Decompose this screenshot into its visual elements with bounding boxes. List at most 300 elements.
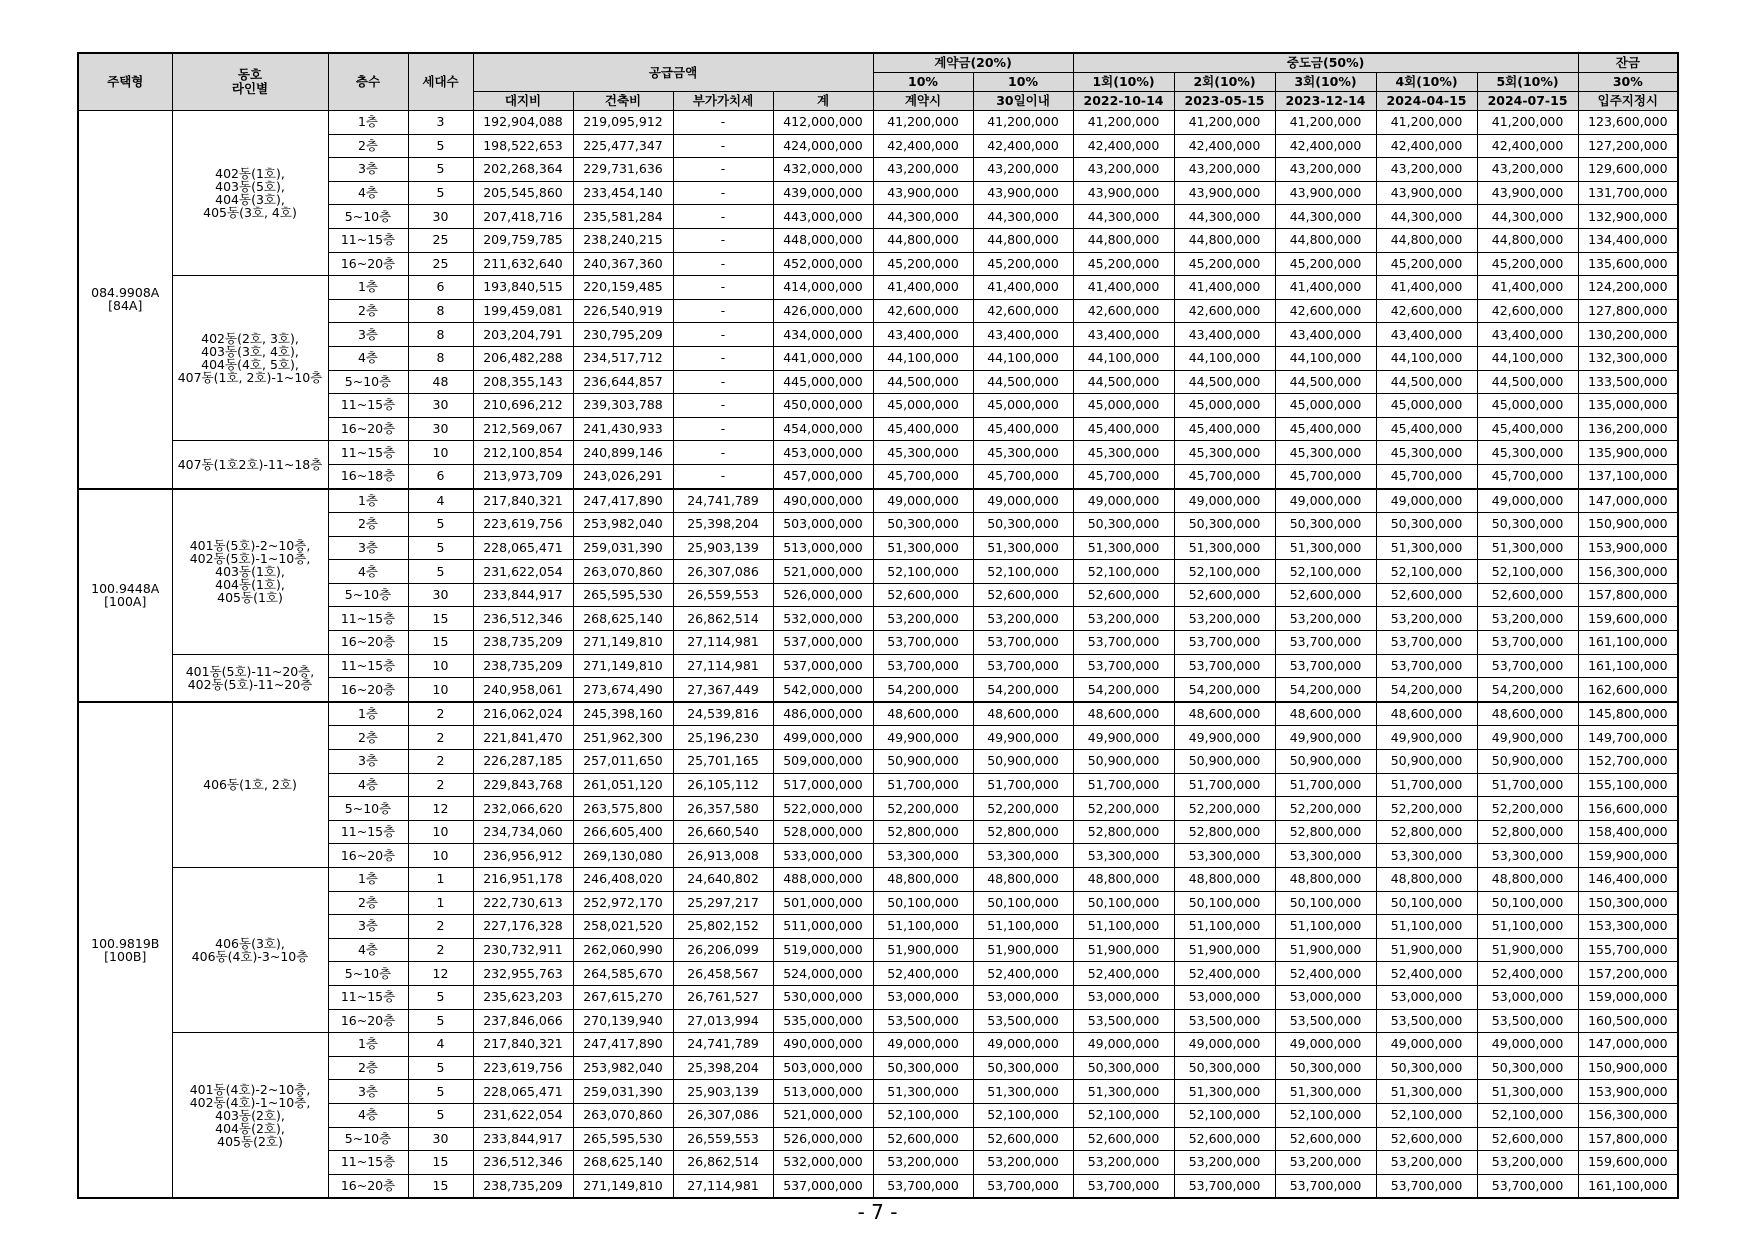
interim-1-cell: 50,900,000 [1073,750,1174,774]
balance-cell: 127,800,000 [1578,299,1678,323]
building-cell: 225,477,347 [573,134,673,158]
building-cell: 226,540,919 [573,299,673,323]
balance-cell: 156,300,000 [1578,560,1678,584]
interim-5-cell: 43,400,000 [1477,323,1578,347]
total-cell: 517,000,000 [773,773,873,797]
households-cell: 5 [408,985,473,1009]
dong-line-cell: 402동(2호, 3호), 403동(3호, 4호), 404동(4호, 5호), 407동(1호, 2호)-1~10층 [172,276,328,441]
vat-cell: 26,862,514 [673,1151,773,1175]
households-cell: 30 [408,205,473,229]
deposit-1-cell: 52,200,000 [873,797,973,821]
building-cell: 268,625,140 [573,607,673,631]
interim-5-cell: 50,300,000 [1477,1056,1578,1080]
interim-1-cell: 53,700,000 [1073,654,1174,678]
interim-3-cell: 42,600,000 [1275,299,1376,323]
total-cell: 450,000,000 [773,394,873,418]
deposit-1-cell: 50,900,000 [873,750,973,774]
households-cell: 4 [408,1033,473,1057]
vat-cell: 24,539,816 [673,702,773,726]
table-row [78,702,1678,726]
total-cell: 424,000,000 [773,134,873,158]
deposit-2-cell: 44,100,000 [973,346,1073,370]
balance-cell: 131,700,000 [1578,181,1678,205]
total-cell: 501,000,000 [773,891,873,915]
floor-cell: 2층 [328,513,408,537]
col-households: 세대수 [408,53,473,111]
interim-1-cell: 44,800,000 [1073,228,1174,252]
vat-cell: 26,458,567 [673,962,773,986]
deposit-1-cell: 41,400,000 [873,276,973,300]
interim-2-cell: 51,300,000 [1174,536,1275,560]
land-cell: 231,622,054 [473,560,573,584]
deposit-2-cell: 52,200,000 [973,797,1073,821]
vat-cell: - [673,417,773,441]
land-cell: 236,512,346 [473,1151,573,1175]
interim-4-cell: 51,900,000 [1376,938,1477,962]
vat-cell: 26,307,086 [673,1103,773,1127]
deposit-2-cell: 50,300,000 [973,513,1073,537]
balance-cell: 150,900,000 [1578,1056,1678,1080]
interim-3-cell: 53,300,000 [1275,844,1376,868]
deposit-1-cell: 53,700,000 [873,654,973,678]
balance-cell: 157,800,000 [1578,583,1678,607]
households-cell: 10 [408,654,473,678]
interim-5-cell: 54,200,000 [1477,678,1578,702]
interim-4-cell: 53,200,000 [1376,1151,1477,1175]
interim-1-cell: 43,900,000 [1073,181,1174,205]
balance-cell: 135,600,000 [1578,252,1678,276]
total-cell: 448,000,000 [773,228,873,252]
interim-4-cell: 45,700,000 [1376,464,1477,488]
building-cell: 258,021,520 [573,915,673,939]
interim-2-cell: 50,100,000 [1174,891,1275,915]
building-cell: 220,159,485 [573,276,673,300]
interim-4-cell: 50,900,000 [1376,750,1477,774]
vat-cell: 24,741,789 [673,489,773,513]
total-cell: 412,000,000 [773,111,873,135]
deposit-2-cell: 51,100,000 [973,915,1073,939]
interim-5-cell: 45,000,000 [1477,394,1578,418]
interim-5-cell: 48,800,000 [1477,868,1578,892]
interim-3-cell: 43,900,000 [1275,181,1376,205]
total-cell: 503,000,000 [773,1056,873,1080]
interim-4-cell: 52,100,000 [1376,560,1477,584]
floor-cell: 11~15층 [328,820,408,844]
households-cell: 1 [408,868,473,892]
land-cell: 236,956,912 [473,844,573,868]
floor-cell: 16~20층 [328,1009,408,1033]
total-cell: 453,000,000 [773,441,873,465]
households-cell: 5 [408,513,473,537]
deposit-1-cell: 51,900,000 [873,938,973,962]
vat-cell: 26,559,553 [673,583,773,607]
households-cell: 15 [408,1151,473,1175]
deposit-1-cell: 45,200,000 [873,252,973,276]
deposit-1-cell: 42,400,000 [873,134,973,158]
col-housing-type: 주택형 [78,53,172,111]
land-cell: 232,066,620 [473,797,573,821]
deposit-2-cell: 54,200,000 [973,678,1073,702]
floor-cell: 1층 [328,868,408,892]
total-cell: 434,000,000 [773,323,873,347]
interim-3-cell: 52,600,000 [1275,583,1376,607]
building-cell: 234,517,712 [573,346,673,370]
building-cell: 273,674,490 [573,678,673,702]
households-cell: 5 [408,181,473,205]
interim-2-cell: 51,100,000 [1174,915,1275,939]
floor-cell: 3층 [328,158,408,182]
building-cell: 238,240,215 [573,228,673,252]
vat-cell: - [673,181,773,205]
deposit-2-cell: 49,900,000 [973,726,1073,750]
balance-cell: 134,400,000 [1578,228,1678,252]
building-cell: 266,605,400 [573,820,673,844]
interim-3-cell: 50,300,000 [1275,1056,1376,1080]
building-cell: 270,139,940 [573,1009,673,1033]
deposit-2-cell: 45,300,000 [973,441,1073,465]
interim-2-cell: 45,700,000 [1174,464,1275,488]
vat-cell: 26,559,553 [673,1127,773,1151]
land-cell: 209,759,785 [473,228,573,252]
interim-5-cell: 41,400,000 [1477,276,1578,300]
building-cell: 229,731,636 [573,158,673,182]
interim-1-cell: 43,200,000 [1073,158,1174,182]
households-cell: 2 [408,915,473,939]
land-cell: 222,730,613 [473,891,573,915]
floor-cell: 3층 [328,1080,408,1104]
interim-2-cell: 41,200,000 [1174,111,1275,135]
households-cell: 4 [408,489,473,513]
interim-1-cell: 50,300,000 [1073,1056,1174,1080]
interim-3-cell: 41,400,000 [1275,276,1376,300]
floor-cell: 11~15층 [328,985,408,1009]
land-cell: 212,100,854 [473,441,573,465]
balance-cell: 159,600,000 [1578,607,1678,631]
interim-2-cell: 52,400,000 [1174,962,1275,986]
interim-5-cell: 45,400,000 [1477,417,1578,441]
vat-cell: 27,114,981 [673,1174,773,1198]
building-cell: 253,982,040 [573,1056,673,1080]
interim-2-cell: 52,100,000 [1174,1103,1275,1127]
vat-cell: 25,903,139 [673,1080,773,1104]
floor-cell: 2층 [328,891,408,915]
land-cell: 237,846,066 [473,1009,573,1033]
deposit-1-cell: 45,000,000 [873,394,973,418]
interim-1-label: 1회(10%) [1073,73,1174,92]
deposit-2-cell: 51,300,000 [973,536,1073,560]
vat-cell: 25,196,230 [673,726,773,750]
vat-cell: 26,660,540 [673,820,773,844]
balance-cell: 155,100,000 [1578,773,1678,797]
deposit-1-cell: 50,300,000 [873,513,973,537]
interim-3-cell: 43,400,000 [1275,323,1376,347]
interim-5-cell: 43,200,000 [1477,158,1578,182]
interim-5-date: 2024-07-15 [1477,92,1578,111]
interim-3-cell: 41,200,000 [1275,111,1376,135]
floor-cell: 1층 [328,111,408,135]
land-cell: 238,735,209 [473,631,573,655]
deposit-1-cell: 44,300,000 [873,205,973,229]
balance-cell: 149,700,000 [1578,726,1678,750]
deposit-2-pct: 10% [973,73,1073,92]
deposit-2-cell: 44,800,000 [973,228,1073,252]
balance-cell: 127,200,000 [1578,134,1678,158]
interim-4-cell: 51,700,000 [1376,773,1477,797]
interim-5-cell: 50,900,000 [1477,750,1578,774]
deposit-2-when: 30일이내 [973,92,1073,111]
interim-3-cell: 44,100,000 [1275,346,1376,370]
interim-4-cell: 43,400,000 [1376,323,1477,347]
total-cell: 526,000,000 [773,1127,873,1151]
table-row [78,1033,1678,1057]
interim-5-cell: 51,300,000 [1477,1080,1578,1104]
vat-cell: - [673,370,773,394]
land-cell: 238,735,209 [473,654,573,678]
vat-cell: 26,761,527 [673,985,773,1009]
interim-1-cell: 52,100,000 [1073,560,1174,584]
interim-5-cell: 45,200,000 [1477,252,1578,276]
total-cell: 454,000,000 [773,417,873,441]
building-cell: 262,060,990 [573,938,673,962]
col-deposit: 계약금(20%) [873,53,1073,73]
interim-1-cell: 53,200,000 [1073,1151,1174,1175]
land-cell: 226,287,185 [473,750,573,774]
deposit-1-cell: 41,200,000 [873,111,973,135]
building-cell: 271,149,810 [573,654,673,678]
building-cell: 240,899,146 [573,441,673,465]
interim-2-cell: 52,800,000 [1174,820,1275,844]
interim-2-cell: 45,200,000 [1174,252,1275,276]
total-cell: 532,000,000 [773,1151,873,1175]
floor-cell: 11~15층 [328,394,408,418]
interim-1-cell: 49,000,000 [1073,489,1174,513]
floor-cell: 2층 [328,134,408,158]
deposit-1-cell: 51,300,000 [873,1080,973,1104]
land-cell: 198,522,653 [473,134,573,158]
total-cell: 486,000,000 [773,702,873,726]
deposit-2-cell: 51,900,000 [973,938,1073,962]
interim-4-cell: 45,300,000 [1376,441,1477,465]
land-cell: 232,955,763 [473,962,573,986]
balance-cell: 135,900,000 [1578,441,1678,465]
floor-cell: 3층 [328,915,408,939]
balance-cell: 159,000,000 [1578,985,1678,1009]
interim-1-cell: 51,700,000 [1073,773,1174,797]
floor-cell: 11~15층 [328,441,408,465]
interim-5-cell: 52,800,000 [1477,820,1578,844]
interim-2-cell: 52,600,000 [1174,583,1275,607]
floor-cell: 4층 [328,560,408,584]
deposit-2-cell: 45,200,000 [973,252,1073,276]
households-cell: 5 [408,158,473,182]
deposit-1-cell: 54,200,000 [873,678,973,702]
households-cell: 15 [408,1174,473,1198]
interim-3-cell: 49,000,000 [1275,489,1376,513]
interim-4-cell: 49,000,000 [1376,489,1477,513]
dong-line-cell: 406동(1호, 2호) [172,702,328,868]
building-cell: 240,367,360 [573,252,673,276]
interim-3-cell: 52,200,000 [1275,797,1376,821]
total-cell: 441,000,000 [773,346,873,370]
interim-1-cell: 50,300,000 [1073,513,1174,537]
land-cell: 223,619,756 [473,1056,573,1080]
total-cell: 530,000,000 [773,985,873,1009]
deposit-2-cell: 43,200,000 [973,158,1073,182]
interim-5-cell: 50,300,000 [1477,513,1578,537]
interim-3-cell: 45,400,000 [1275,417,1376,441]
interim-3-cell: 53,700,000 [1275,631,1376,655]
interim-2-cell: 43,400,000 [1174,323,1275,347]
balance-cell: 158,400,000 [1578,820,1678,844]
floor-cell: 4층 [328,938,408,962]
interim-2-cell: 53,300,000 [1174,844,1275,868]
floor-cell: 16~20층 [328,1174,408,1198]
total-cell: 513,000,000 [773,536,873,560]
households-cell: 8 [408,346,473,370]
deposit-2-cell: 52,800,000 [973,820,1073,844]
interim-5-cell: 45,700,000 [1477,464,1578,488]
building-cell: 245,398,160 [573,702,673,726]
households-cell: 30 [408,583,473,607]
households-cell: 8 [408,323,473,347]
interim-4-cell: 50,100,000 [1376,891,1477,915]
interim-3-cell: 44,500,000 [1275,370,1376,394]
land-cell: 233,844,917 [473,1127,573,1151]
deposit-2-cell: 53,700,000 [973,1174,1073,1198]
balance-cell: 160,500,000 [1578,1009,1678,1033]
deposit-1-cell: 49,000,000 [873,1033,973,1057]
interim-1-cell: 45,000,000 [1073,394,1174,418]
building-cell: 239,303,788 [573,394,673,418]
deposit-1-cell: 52,600,000 [873,583,973,607]
balance-cell: 161,100,000 [1578,654,1678,678]
interim-1-cell: 53,200,000 [1073,607,1174,631]
dong-line-cell: 406동(3호), 406동(4호)-3~10층 [172,868,328,1033]
households-cell: 5 [408,134,473,158]
interim-1-cell: 42,400,000 [1073,134,1174,158]
interim-3-cell: 44,800,000 [1275,228,1376,252]
land-cell: 233,844,917 [473,583,573,607]
floor-cell: 5~10층 [328,370,408,394]
households-cell: 10 [408,441,473,465]
interim-1-cell: 41,400,000 [1073,276,1174,300]
deposit-2-cell: 51,300,000 [973,1080,1073,1104]
floor-cell: 3층 [328,323,408,347]
interim-2-cell: 51,700,000 [1174,773,1275,797]
table-row [78,276,1678,300]
balance-cell: 153,300,000 [1578,915,1678,939]
interim-1-cell: 52,600,000 [1073,583,1174,607]
interim-5-cell: 51,900,000 [1477,938,1578,962]
interim-3-cell: 45,700,000 [1275,464,1376,488]
floor-cell: 11~15층 [328,1151,408,1175]
households-cell: 10 [408,820,473,844]
interim-4-cell: 44,800,000 [1376,228,1477,252]
deposit-2-cell: 52,100,000 [973,560,1073,584]
vat-cell: 26,307,086 [673,560,773,584]
land-cell: 230,732,911 [473,938,573,962]
floor-cell: 1층 [328,1033,408,1057]
interim-2-cell: 45,400,000 [1174,417,1275,441]
housing-type-cell: 084.9908A [84A] [78,111,172,489]
interim-5-cell: 49,900,000 [1477,726,1578,750]
dong-line-cell: 402동(1호), 403동(5호), 404동(3호), 405동(3호, 4호) [172,111,328,276]
interim-1-cell: 53,500,000 [1073,1009,1174,1033]
households-cell: 6 [408,464,473,488]
col-building: 건축비 [573,92,673,111]
vat-cell: - [673,394,773,418]
interim-5-cell: 53,700,000 [1477,654,1578,678]
interim-5-cell: 53,700,000 [1477,1174,1578,1198]
vat-cell: 27,114,981 [673,654,773,678]
total-cell: 526,000,000 [773,583,873,607]
interim-5-cell: 42,400,000 [1477,134,1578,158]
floor-cell: 11~15층 [328,654,408,678]
floor-cell: 4층 [328,181,408,205]
interim-5-cell: 50,100,000 [1477,891,1578,915]
total-cell: 537,000,000 [773,631,873,655]
interim-2-cell: 44,300,000 [1174,205,1275,229]
building-cell: 219,095,912 [573,111,673,135]
households-cell: 5 [408,1009,473,1033]
interim-5-cell: 52,600,000 [1477,583,1578,607]
building-cell: 252,972,170 [573,891,673,915]
deposit-1-cell: 53,000,000 [873,985,973,1009]
interim-2-cell: 53,200,000 [1174,1151,1275,1175]
interim-2-cell: 51,900,000 [1174,938,1275,962]
interim-5-cell: 41,200,000 [1477,111,1578,135]
interim-2-cell: 52,200,000 [1174,797,1275,821]
total-cell: 490,000,000 [773,1033,873,1057]
households-cell: 25 [408,228,473,252]
total-cell: 537,000,000 [773,1174,873,1198]
interim-1-cell: 43,400,000 [1073,323,1174,347]
balance-cell: 159,900,000 [1578,844,1678,868]
balance-cell: 153,900,000 [1578,536,1678,560]
interim-4-cell: 53,200,000 [1376,607,1477,631]
interim-4-cell: 50,300,000 [1376,1056,1477,1080]
interim-3-cell: 45,000,000 [1275,394,1376,418]
deposit-2-cell: 45,700,000 [973,464,1073,488]
balance-cell: 150,900,000 [1578,513,1678,537]
building-cell: 264,585,670 [573,962,673,986]
deposit-1-cell: 44,500,000 [873,370,973,394]
floor-cell: 5~10층 [328,1127,408,1151]
total-cell: 542,000,000 [773,678,873,702]
interim-5-cell: 52,100,000 [1477,560,1578,584]
land-cell: 231,622,054 [473,1103,573,1127]
interim-3-cell: 52,800,000 [1275,820,1376,844]
land-cell: 227,176,328 [473,915,573,939]
deposit-2-cell: 53,200,000 [973,607,1073,631]
deposit-2-cell: 52,600,000 [973,1127,1073,1151]
interim-1-cell: 45,400,000 [1073,417,1174,441]
total-cell: 522,000,000 [773,797,873,821]
total-cell: 503,000,000 [773,513,873,537]
balance-cell: 157,200,000 [1578,962,1678,986]
vat-cell: 25,903,139 [673,536,773,560]
interim-1-cell: 54,200,000 [1073,678,1174,702]
dong-line-cell: 401동(5호)-2~10층, 402동(5호)-1~10층, 403동(1호), 404동(1호), 405동(1호) [172,489,328,655]
interim-4-cell: 49,000,000 [1376,1033,1477,1057]
deposit-2-cell: 42,400,000 [973,134,1073,158]
building-cell: 263,070,860 [573,560,673,584]
interim-2-cell: 53,700,000 [1174,654,1275,678]
interim-1-cell: 50,100,000 [1073,891,1174,915]
building-cell: 230,795,209 [573,323,673,347]
households-cell: 5 [408,560,473,584]
interim-2-cell: 49,000,000 [1174,489,1275,513]
